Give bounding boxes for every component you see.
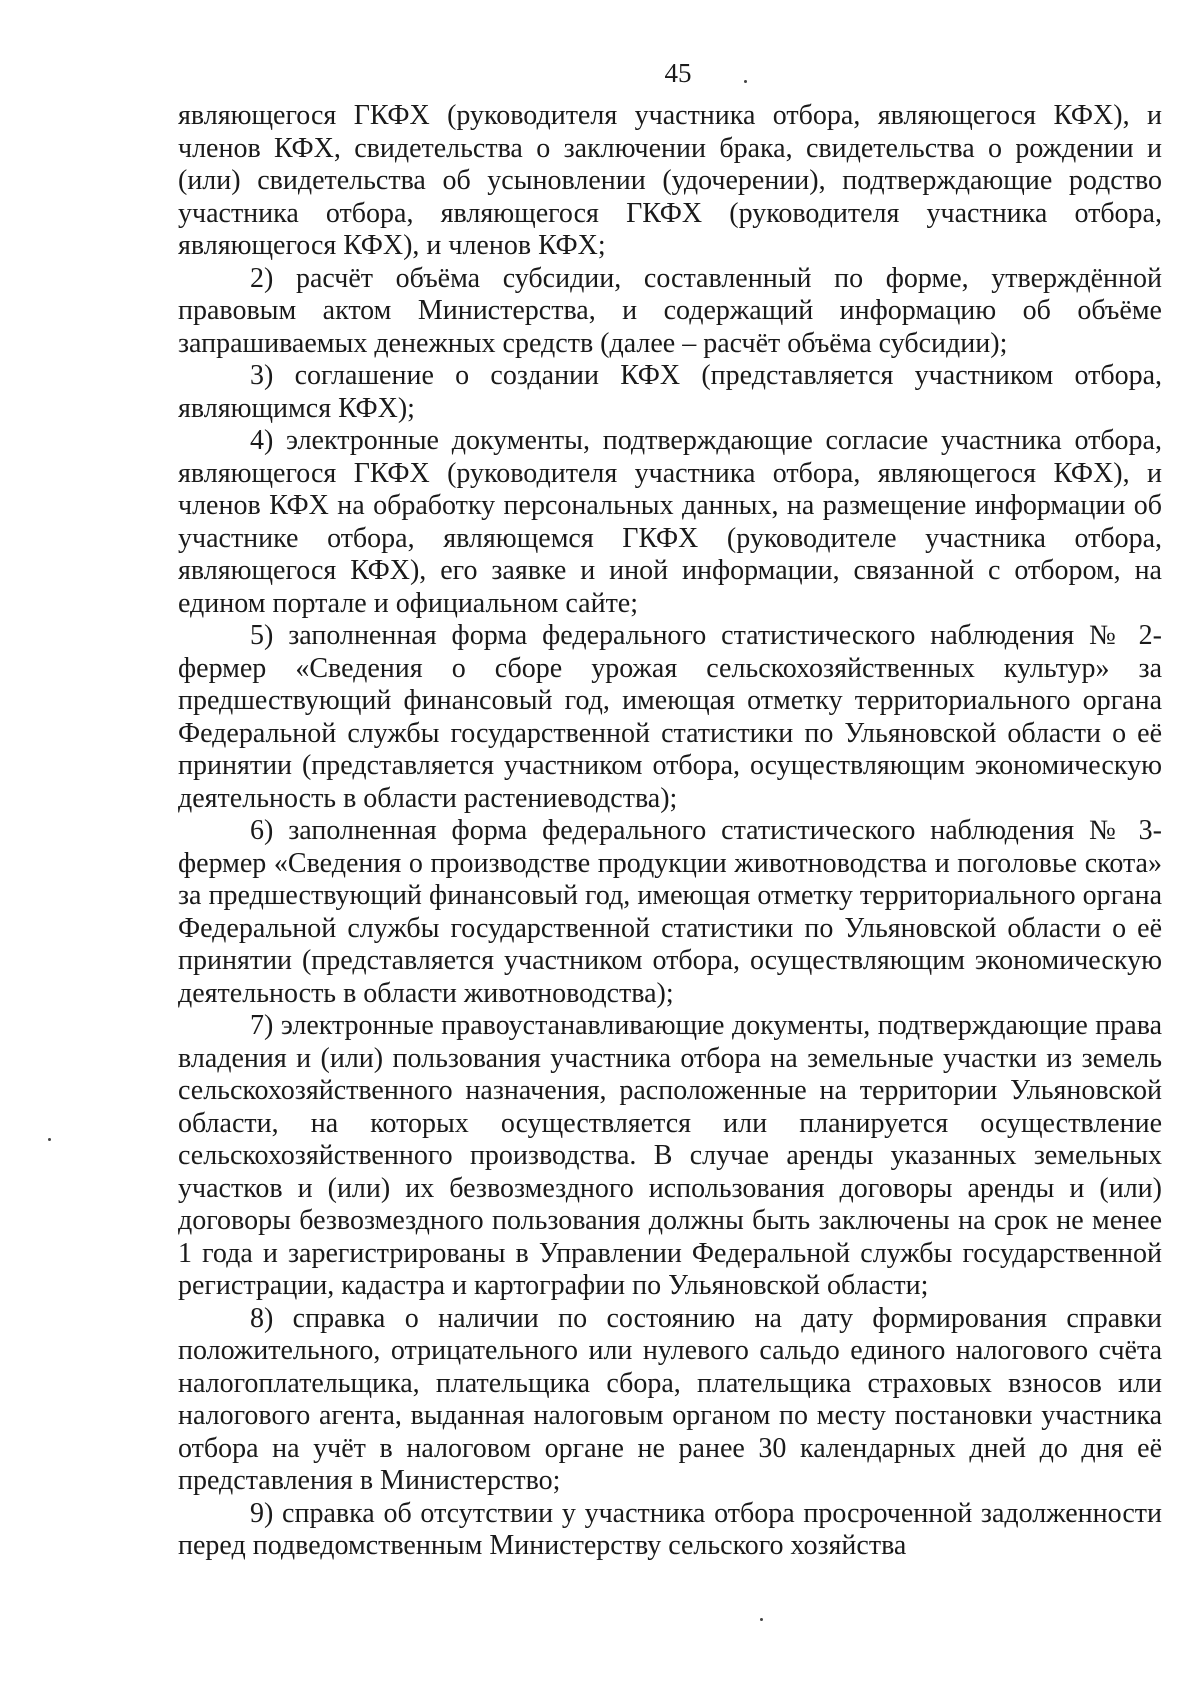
list-item-4: 4) электронные документы, подтверждающие согласие участника отбора, являющегося ГКФХ (руководителя участника отбора, являющегося КФХ), и членов КФХ на обработку персональных данных, на размещение информации об участнике отбора, являющемся ГКФХ (руководителе участника отбора, являющегося КФХ), его заявке и иной информации, связанной с отбором, на едином портале и официальном сайте; xyxy=(178,425,1162,619)
list-item-2: 2) расчёт объёма субсидии, составленный по форме, утверждённой правовым актом Министерства, и содержащий информацию об объёме запрашиваемых денежных средств (далее – расчёт объёма субсидии); xyxy=(178,262,1162,359)
list-item-7: 7) электронные правоустанавливающие документы, подтверждающие права владения и (или) пользования участника отбора на земельные участки из земель сельскохозяйственного назначения, расположенные на территории Ульяновской области, на которых осуществляется или планируется осуществление сельскохозяйственного производства. В случае аренды указанных земельных участков и (или) их безвозмездного использования договоры аренды и (или) договоры безвозмездного пользования должны быть заключены на срок не менее 1 года и зарегистрированы в Управлении Федеральной службы государственной регистрации, кадастра и картографии по Ульяновской области; xyxy=(178,1010,1162,1301)
scan-speck xyxy=(760,1618,763,1621)
scan-speck xyxy=(48,1138,51,1141)
list-item-5: 5) заполненная форма федерального статистического наблюдения № 2-фермер «Сведения о сборе урожая сельскохозяйственных культур» за предшествующий финансовый год, имеющая отметку территориального органа Федеральной службы государственной статистики по Ульяновской области о её принятии (представляется участником отбора, осуществляющим экономическую деятельность в области растениеводства); xyxy=(178,620,1162,814)
list-item-9: 9) справка об отсутствии у участника отбора просроченной задолженности перед подведомственным Министерству сельского хозяйства xyxy=(178,1497,1162,1561)
scan-speck xyxy=(744,80,747,83)
page-number: 45 xyxy=(664,58,692,88)
list-item-6: 6) заполненная форма федерального статистического наблюдения № 3-фермер «Сведения о производстве продукции животноводства и поголовье скота» за предшествующий финансовый год, имеющая отметку территориального органа Федеральной службы государственной статистики по Ульяновской области о её принятии (представляется участником отбора, осуществляющим экономическую деятельность в области животноводства); xyxy=(178,815,1162,1009)
list-item-8: 8) справка о наличии по состоянию на дату формирования справки положительного, отрицательного или нулевого сальдо единого налогового счёта налогоплательщика, плательщика сбора, плательщика страховых взносов или налогового агента, выданная налоговым органом по месту постановки участника отбора на учёт в налоговом органе не ранее 30 календарных дней до дня её представления в Министерство; xyxy=(178,1302,1162,1496)
list-item-3: 3) соглашение о создании КФХ (представляется участником отбора, являющимся КФХ); xyxy=(178,360,1162,424)
continuation-paragraph: являющегося ГКФХ (руководителя участника отбора, являющегося КФХ), и членов КФХ, свидетельства о заключении брака, свидетельства о рождении и (или) свидетельства об усыновлении (удочерении), подтверждающие родство участника отбора, являющегося ГКФХ (руководителя участника отбора, являющегося КФХ), и членов КФХ; xyxy=(178,100,1162,261)
body-text xyxy=(178,100,1162,1563)
